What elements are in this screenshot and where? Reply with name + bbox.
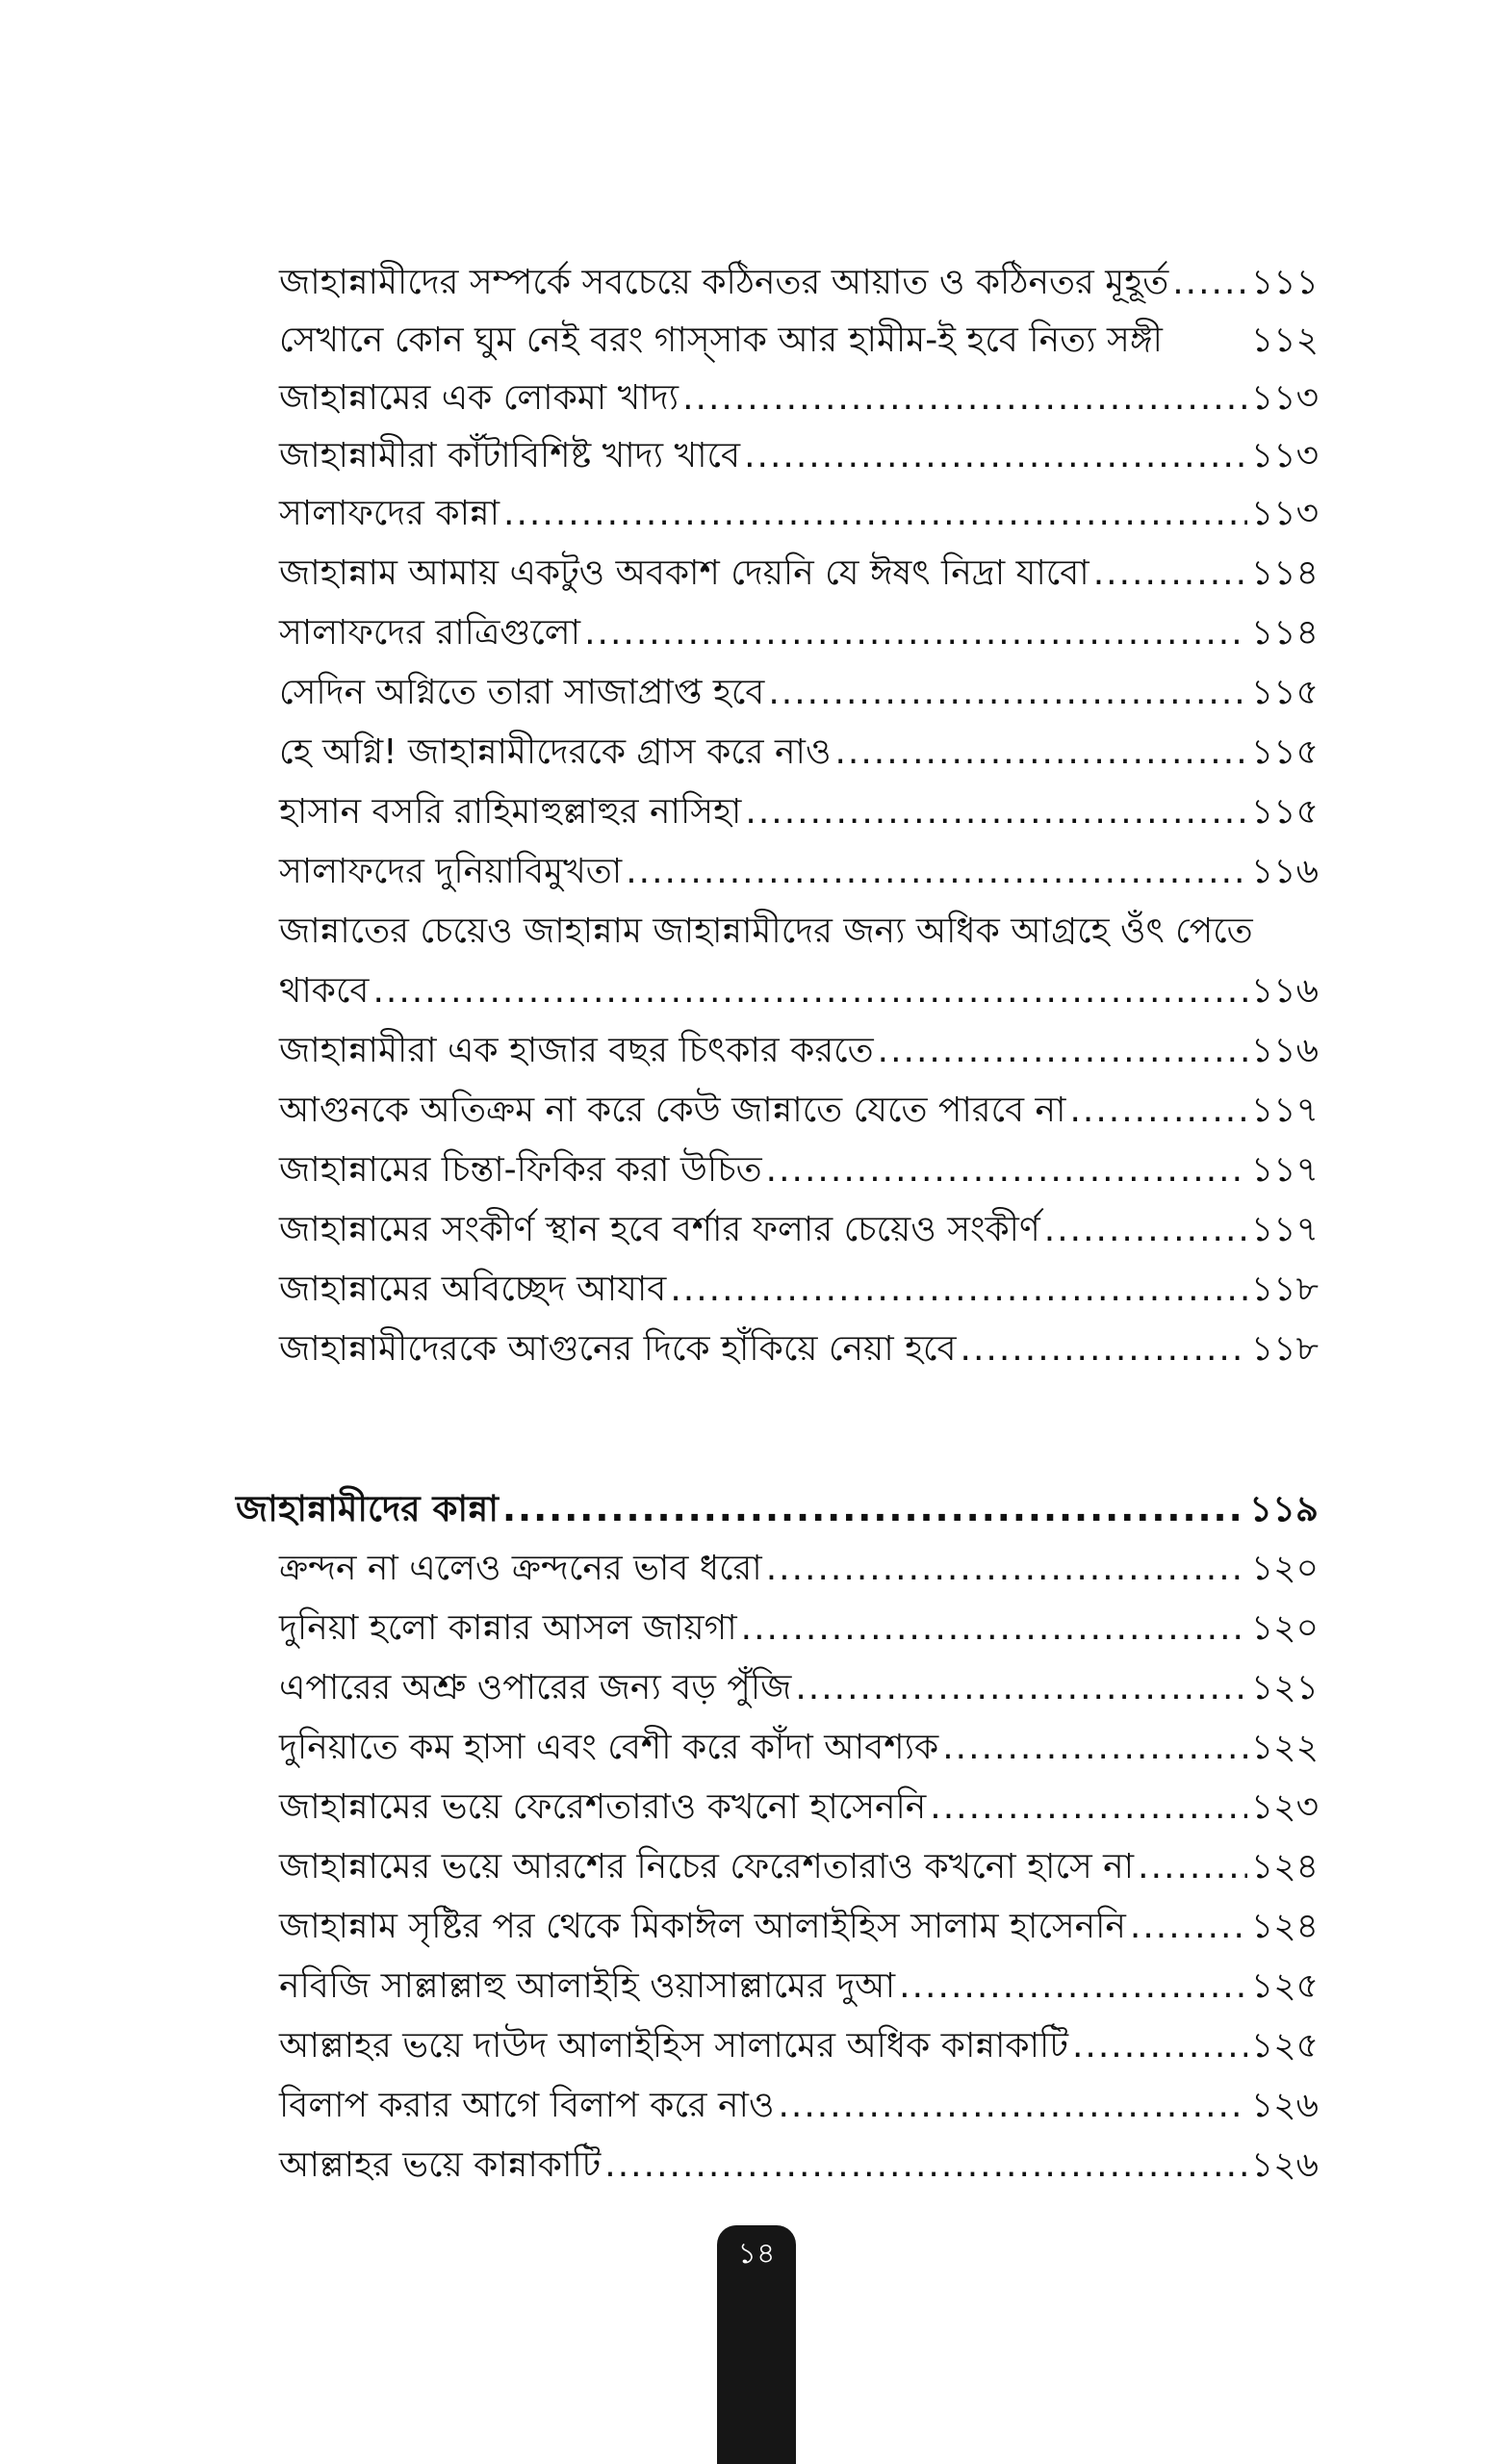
toc-entry-page: ১১৩ <box>1250 436 1319 475</box>
toc-entry-page: ১২৩ <box>1250 1787 1319 1827</box>
toc-entry-page: ১১৭ <box>1250 1091 1319 1130</box>
leader-dots <box>930 1779 1247 1836</box>
leader-dots <box>604 2137 1247 2194</box>
toc-entry-title: জাহান্নামের চিন্তা-ফিকির করা উচিত <box>279 1150 762 1190</box>
toc-entry <box>279 1540 1319 1598</box>
leader-dots <box>778 2077 1246 2135</box>
toc-entry-title: আল্লাহর ভয়ে কান্নাকাটি <box>279 2145 602 2185</box>
toc-entry-title: সালাফদের কান্না <box>279 494 500 533</box>
toc-entry-title: এপারের অশ্রু ওপারের জন্য বড় পুঁজি <box>279 1668 792 1707</box>
toc-entry-page: ১১৫ <box>1250 732 1319 772</box>
toc-entry-page: ১২৬ <box>1250 2145 1319 2185</box>
toc-entry-title: জাহান্নামের ভয়ে আরশের নিচের ফেরেশতারাও কখনো হাসে না <box>279 1847 1135 1886</box>
toc-entry-title: হাসান বসরি রাহিমাহুল্লাহুর নাসিহা <box>279 792 742 832</box>
toc-entry-title: থাকবে <box>279 971 370 1011</box>
toc-entry-page: ১২৫ <box>1250 2026 1319 2066</box>
toc-entry <box>279 1261 1319 1319</box>
leader-dots <box>942 1719 1247 1777</box>
leader-dots <box>1172 254 1247 312</box>
leader-dots <box>626 843 1247 901</box>
toc-entry-page: ১১৮ <box>1250 1270 1319 1309</box>
toc-entry-title: হে অগ্নি! জাহান্নামীদেরকে গ্রাস করে নাও <box>279 732 832 772</box>
toc-entry <box>279 903 1319 961</box>
leader-dots <box>768 664 1247 722</box>
leader-dots <box>503 485 1247 543</box>
toc-entry-title: জাহান্নামের ভয়ে ফেরেশতারাও কখনো হাসেননি <box>279 1787 927 1827</box>
toc-entry-title: জাহান্নামের অবিচ্ছেদ আযাব <box>279 1270 667 1309</box>
toc-entry-page: ১১৬ <box>1250 852 1319 891</box>
toc-entry-title: জাহান্নাম সৃষ্টির পর থেকে মিকাঈল আলাইহিস সালাম হাসেননি <box>279 1907 1126 1946</box>
leader-dots <box>682 370 1247 427</box>
section-heading-page: ১১৯ <box>1248 1488 1319 1529</box>
toc-entry-title: সেখানে কোন ঘুম নেই বরং গাস্সাক আর হামীম-ই হবে নিত্য সঙ্গী <box>279 321 1163 360</box>
toc-entry-title: সালাফদের রাত্রিগুলো <box>279 613 581 653</box>
leader-dots <box>766 1142 1247 1199</box>
toc-entry-page: ১১৬ <box>1250 971 1319 1011</box>
toc-entry-page: ১১২ <box>1250 321 1319 360</box>
toc-entry-title: জান্নাতের চেয়েও জাহান্নাম জাহান্নামীদের জন্য অধিক আগ্রহে ওঁৎ পেতে <box>279 911 1253 951</box>
toc-entry-title: জাহান্নামীদেরকে আগুনের দিকে হাঁকিয়ে নেয়া হবে <box>279 1329 957 1369</box>
toc-entry-page: ১২৫ <box>1250 1966 1319 2006</box>
toc-entry-page: ১১৫ <box>1250 792 1319 832</box>
toc-entry-page: ১১৪ <box>1250 553 1319 593</box>
toc-entry <box>279 1082 1319 1140</box>
leader-dots <box>744 427 1247 485</box>
toc-entry-title: দুনিয়া হলো কান্নার আসল জায়গা <box>279 1608 737 1648</box>
toc-entry-page: ১২৪ <box>1250 1907 1319 1946</box>
toc-entry-title: জাহান্নামীরা এক হাজার বছর চিৎকার করতে <box>279 1031 874 1070</box>
toc-section-heading <box>236 1480 1319 1538</box>
toc-entry-title: ক্রন্দন না এলেও ক্রন্দনের ভাব ধরো <box>279 1549 762 1588</box>
leader-dots <box>372 962 1246 1020</box>
leader-dots <box>1138 1838 1247 1896</box>
toc-entry-title: সেদিন অগ্নিতে তারা সাজাপ্রাপ্ত হবে <box>279 673 765 712</box>
toc-entry <box>279 1958 1319 2015</box>
toc-entry-page: ১১৬ <box>1250 1031 1319 1070</box>
leader-dots <box>961 1321 1247 1378</box>
leader-dots <box>584 604 1247 662</box>
leader-dots <box>502 1480 1245 1538</box>
toc-entry-page: ১২১ <box>1250 1668 1319 1707</box>
leader-dots <box>1130 1898 1247 1956</box>
toc-entry-page: ১২০ <box>1250 1608 1319 1648</box>
toc-entry-page: ১১৫ <box>1250 673 1319 712</box>
toc-entry-title: আগুনকে অতিক্রম না করে কেউ জান্নাতে যেতে পারবে না <box>279 1091 1066 1130</box>
section-heading-title: জাহান্নামীদের কান্না <box>236 1488 499 1529</box>
leader-dots <box>745 783 1247 841</box>
leader-dots <box>1093 545 1247 603</box>
toc-entry <box>279 604 1319 662</box>
toc-entry-page: ১১১ <box>1250 263 1319 302</box>
toc-entry-title: সালাফদের দুনিয়াবিমুখতা <box>279 852 623 891</box>
toc-entry <box>279 2137 1319 2194</box>
toc-entry-title: জাহান্নামের এক লোকমা খাদ্য <box>279 378 679 418</box>
leader-dots <box>899 1958 1247 2015</box>
toc-entry <box>279 843 1319 901</box>
toc-entry <box>279 783 1319 841</box>
leader-dots <box>741 1600 1247 1657</box>
toc-entry <box>279 962 1319 1020</box>
toc-entry <box>279 1838 1319 1896</box>
toc-entry <box>279 1600 1319 1657</box>
toc-entry <box>279 254 1319 312</box>
toc-entry-page: ১১৭ <box>1250 1210 1319 1249</box>
toc-entry <box>279 1142 1319 1199</box>
toc-entry-title: জাহান্নামের সংকীর্ণ স্থান হবে বর্শার ফলার চেয়েও সংকীর্ণ <box>279 1210 1040 1249</box>
toc-entry <box>279 1321 1319 1378</box>
toc-entry-page: ১২৪ <box>1250 1847 1319 1886</box>
toc-entry-title: জাহান্নাম আমায় একটুও অবকাশ দেয়নি যে ঈষৎ নিদ্রা যাবো <box>279 553 1089 593</box>
toc-entry-page: ১২২ <box>1250 1728 1319 1767</box>
leader-dots <box>878 1022 1247 1080</box>
toc-entry-page: ১২৬ <box>1250 2086 1319 2125</box>
toc-entry <box>279 485 1319 543</box>
toc-entry-title: নবিজি সাল্লাল্লাহু আলাইহি ওয়াসাল্লামের দুআ <box>279 1966 896 2006</box>
toc-entry <box>279 2077 1319 2135</box>
toc-entry-title: জাহান্নামীরা কাঁটাবিশিষ্ট খাদ্য খাবে <box>279 436 741 475</box>
toc-entry-page: ১১৩ <box>1250 494 1319 533</box>
leader-dots <box>834 724 1246 782</box>
toc-entry <box>279 1779 1319 1836</box>
toc-entry-page: ১১৭ <box>1250 1150 1319 1190</box>
toc-entry <box>279 1719 1319 1777</box>
leader-dots <box>1072 2017 1247 2075</box>
toc-entry <box>279 1898 1319 1956</box>
toc-entry <box>279 1022 1319 1080</box>
toc-entry-title: বিলাপ করার আগে বিলাপ করে নাও <box>279 2086 775 2125</box>
toc-entry <box>279 724 1319 782</box>
toc-entry-page: ১১৮ <box>1250 1329 1319 1369</box>
toc-entry-page: ১২০ <box>1250 1549 1319 1588</box>
toc-entry <box>279 1201 1319 1259</box>
toc-entry <box>279 664 1319 722</box>
leader-dots <box>766 1540 1247 1598</box>
toc-entry-page: ১১৩ <box>1250 378 1319 418</box>
toc-entry <box>279 2017 1319 2075</box>
leader-dots <box>795 1659 1247 1717</box>
toc-entry <box>279 1659 1319 1717</box>
toc-entry <box>279 427 1319 485</box>
toc-entry-page: ১১৪ <box>1250 613 1319 653</box>
leader-dots <box>1069 1082 1246 1140</box>
leader-dots <box>670 1261 1247 1319</box>
leader-dots <box>1044 1201 1247 1259</box>
toc-entry-title: জাহান্নামীদের সম্পর্কে সবচেয়ে কঠিনতর আয়াত ও কঠিনতর মূহূর্ত <box>279 263 1169 302</box>
toc-entry <box>279 545 1319 603</box>
toc-entry <box>279 370 1319 427</box>
toc-entry-title: আল্লাহর ভয়ে দাউদ আলাইহিস সালামের অধিক কান্নাকাটি <box>279 2026 1068 2066</box>
toc-entry-title: দুনিয়াতে কম হাসা এবং বেশী করে কাঁদা আবশ্যক <box>279 1728 939 1767</box>
toc-entry <box>279 312 1319 370</box>
page-number: ১৪ <box>737 2237 776 2271</box>
